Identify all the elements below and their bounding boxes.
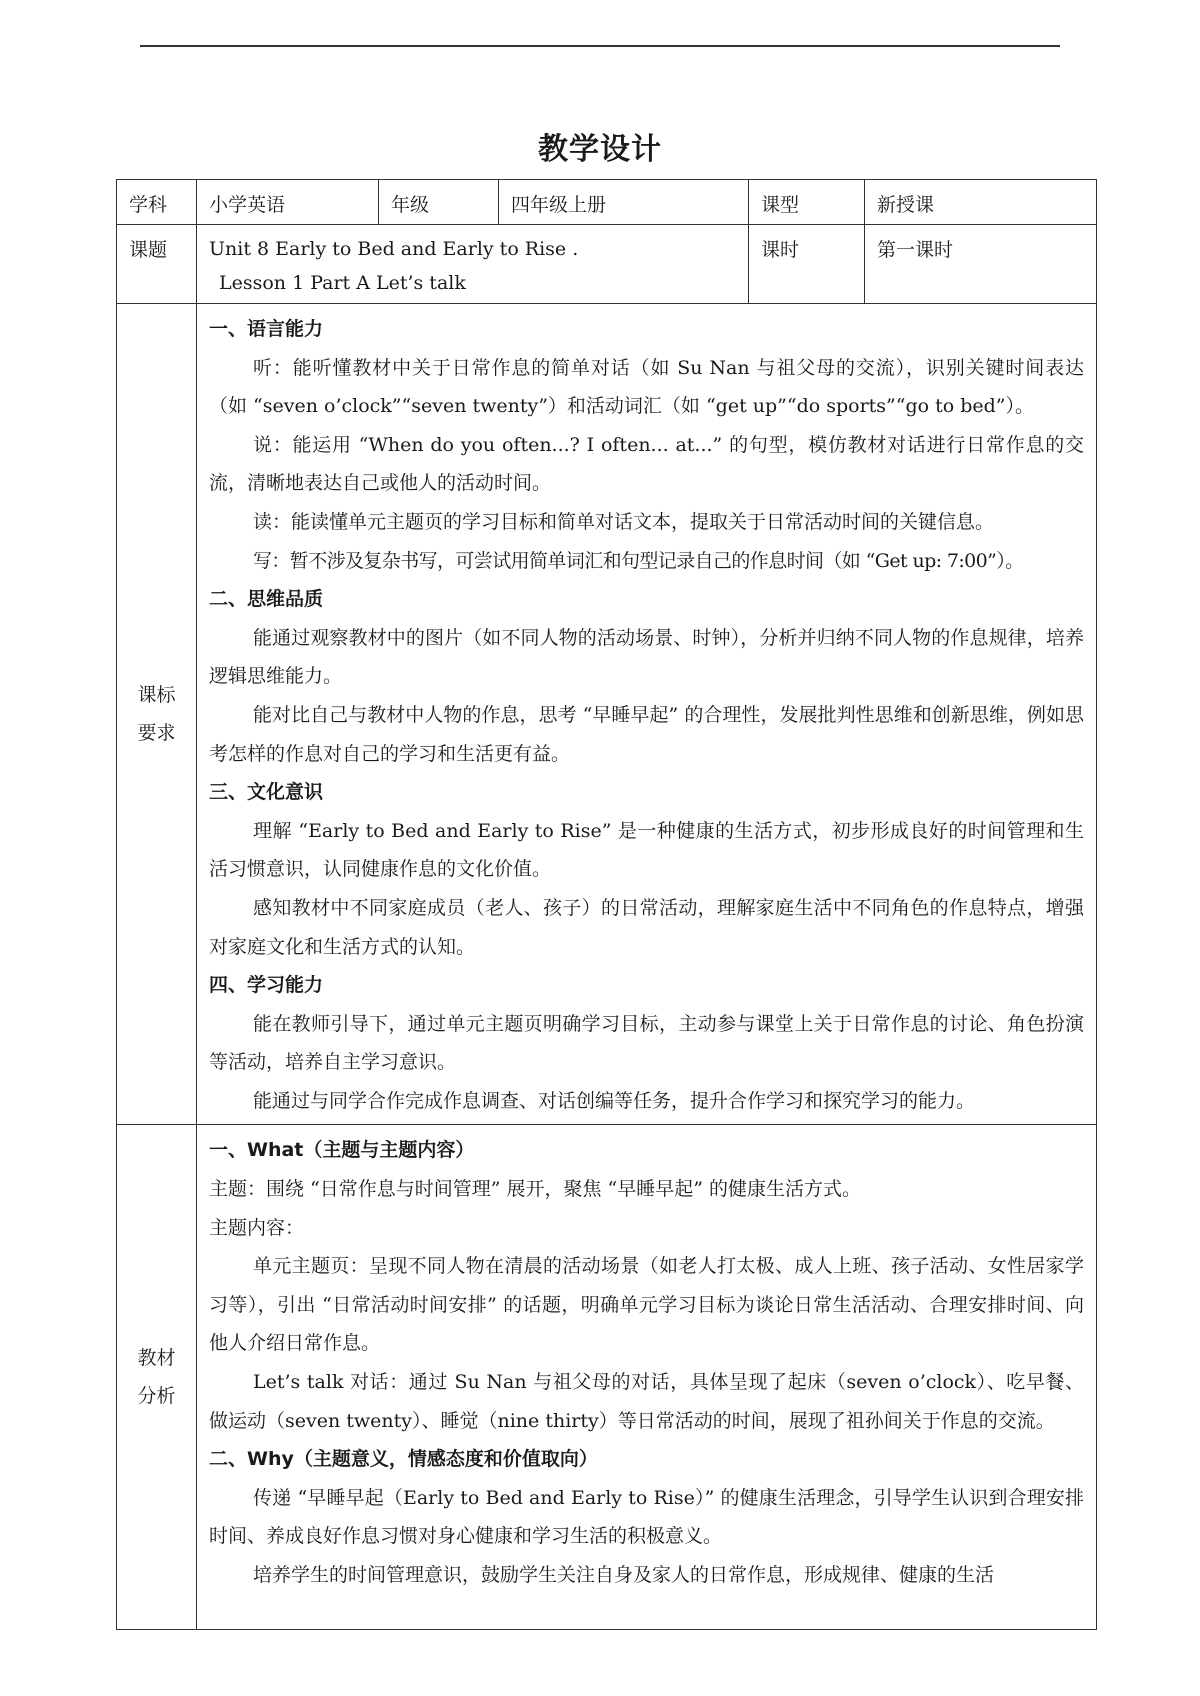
thinking-quality-heading: 二、思维品质: [209, 588, 324, 611]
thinking-paragraph-1: 能通过观察教材中的图片（如不同人物的活动场景、时钟），分析并归纳不同人物的作息规律，培养逻辑思维能力。: [209, 626, 1084, 688]
page-title: 教学设计: [538, 132, 662, 167]
learning-paragraph-2: 能通过与同学合作完成作息调查、对话创编等任务，提升合作学习和探究学习的能力。: [253, 1089, 976, 1112]
curriculum-label-cell: [117, 304, 197, 1125]
learning-paragraph-1: 能在教师引导下，通过单元主题页明确学习目标，主动参与课堂上关于日常作息的讨论、角色扮演等活动，培养自主学习意识。: [209, 1012, 1084, 1074]
cultural-awareness-heading: 三、文化意识: [209, 781, 324, 804]
lesson-type-label: 课型: [749, 180, 865, 225]
what-heading: 一、What（主题与主题内容）: [209, 1139, 475, 1162]
writing-paragraph: 写：暂不涉及复杂书写，可尝试用简单词汇和句型记录自己的作息时间（如 “Get up: 7:00”）。: [253, 549, 1024, 572]
topic-line-1: Unit 8 Early to Bed and Early to Rise .: [209, 238, 579, 260]
unit-page-paragraph: 单元主题页：呈现不同人物在清晨的活动场景（如老人打太极、成人上班、孩子活动、女性居家学习等），引出 “日常活动时间安排” 的话题，明确单元学习目标为谈论日常生活活动、合理安排时间、向他人介绍日常作息。: [209, 1255, 1084, 1355]
curriculum-label-1: 课标: [137, 684, 176, 707]
grade-label: 年级: [379, 180, 499, 225]
subject-value: 小学英语: [197, 180, 379, 225]
culture-paragraph-2: 感知教材中不同家庭成员（老人、孩子）的日常活动，理解家庭生活中不同角色的作息特点，增强对家庭文化和生活方式的认知。: [209, 896, 1084, 958]
period-value: 第一课时: [865, 225, 1097, 304]
why-paragraph-1: 传递 “早睡早起（Early to Bed and Early to Rise）” 的健康生活理念，引导学生认识到合理安排时间、养成良好作息习惯对身心健康和学习生活的积极意义。: [209, 1486, 1084, 1548]
why-heading: 二、Why（主题意义，情感态度和价值取向）: [209, 1448, 598, 1471]
culture-paragraph-1: 理解 “Early to Bed and Early to Rise” 是一种健康的生活方式，初步形成良好的时间管理和生活习惯意识，认同健康作息的文化价值。: [209, 819, 1084, 881]
material-label-2: 分析: [137, 1385, 176, 1408]
material-label-cell: [117, 1125, 197, 1630]
why-paragraph-2: 培养学生的时间管理意识，鼓励学生关注自身及家人的日常作息，形成规律、健康的生活: [253, 1564, 995, 1586]
topic-row: [117, 225, 1097, 304]
content-label: 主题内容：: [209, 1216, 305, 1239]
grade-value: 四年级上册: [499, 180, 749, 225]
learning-ability-heading: 四、学习能力: [209, 974, 324, 997]
period-label: 课时: [749, 225, 865, 304]
material-label-1: 教材: [137, 1347, 176, 1370]
lets-talk-paragraph: Let’s talk 对话：通过 Su Nan 与祖父母的对话，具体呈现了起床（seven o’clock）、吃早餐、做运动（seven twenty）、睡觉（nine thirty）等日常活动的时间，展现了祖孙间关于作息的交流。: [209, 1371, 1084, 1432]
theme-paragraph: 主题：围绕 “日常作息与时间管理” 展开，聚焦 “早睡早起” 的健康生活方式。: [209, 1178, 862, 1201]
material-row: [117, 1125, 1097, 1630]
language-ability-heading: 一、语言能力: [209, 318, 324, 340]
lesson-design-table: [116, 179, 1097, 1630]
header-row: [117, 180, 1097, 225]
listening-paragraph: 听：能听懂教材中关于日常作息的简单对话（如 Su Nan 与祖父母的交流），识别关键时间表达（如 “seven o’clock”“seven twenty”）和活动词汇（如 “get up”“do sports”“go to bed”）。: [209, 356, 1084, 418]
curriculum-row: [117, 304, 1097, 1125]
header-rule: [140, 45, 1060, 47]
topic-label: 课题: [117, 225, 197, 304]
topic-line-2: Lesson 1 Part A Let’s talk: [219, 272, 466, 294]
subject-label: 学科: [117, 180, 197, 225]
lesson-type-value: 新授课: [865, 180, 1097, 225]
material-content: [197, 1125, 1097, 1630]
curriculum-label-2: 要求: [137, 722, 176, 745]
speaking-paragraph: 说：能运用 “When do you often...? I often... at...” 的句型，模仿教材对话进行日常作息的交流，清晰地表达自己或他人的活动时间。: [209, 433, 1084, 495]
topic-value: [197, 225, 749, 304]
curriculum-content: [197, 304, 1097, 1125]
thinking-paragraph-2: 能对比自己与教材中人物的作息，思考 “早睡早起” 的合理性，发展批判性思维和创新思维，例如思考怎样的作息对自己的学习和生活更有益。: [209, 703, 1084, 765]
reading-paragraph: 读：能读懂单元主题页的学习目标和简单对话文本，提取关于日常活动时间的关键信息。: [253, 510, 995, 533]
